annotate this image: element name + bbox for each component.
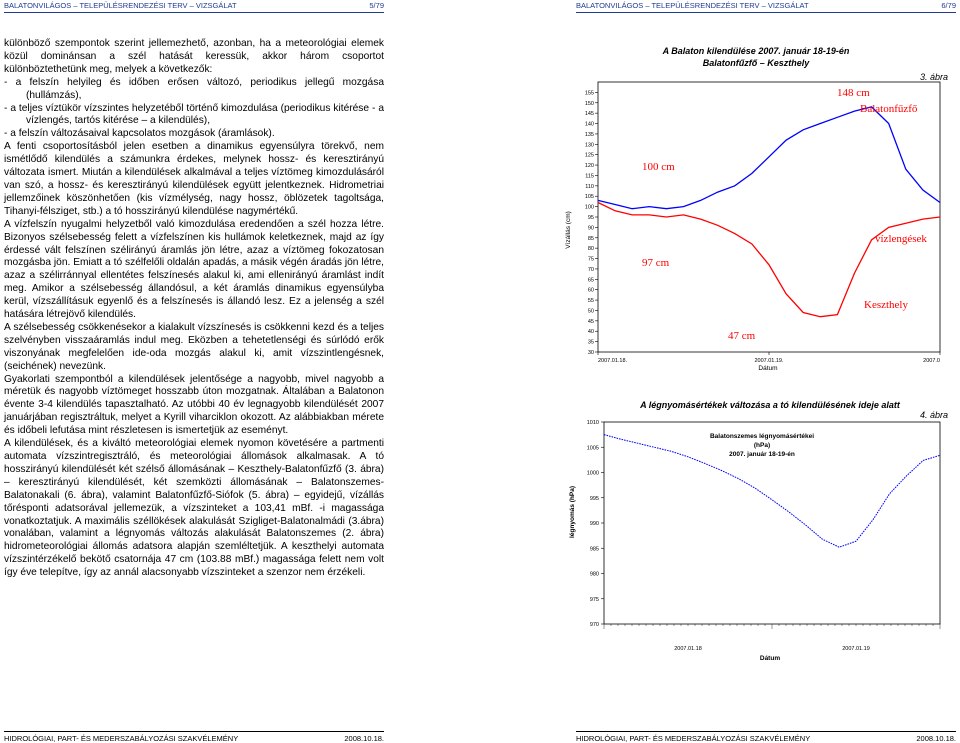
y-tick-label: 155 bbox=[584, 90, 594, 97]
y-tick-label: 55 bbox=[587, 298, 594, 305]
y-tick-label: 65 bbox=[587, 277, 594, 284]
annotation-keszthely: Keszthely bbox=[864, 299, 908, 311]
paragraph: A fenti csoportosításból jelen esetben a dinamikus egyensúlyra törekvő, nem ismétlődő kilendülés a számunkra érdekes, melynek hossz- és keresztirányú változata ismert. Miután a kilendülések alkalmával a teljes víztömeg kimozdulásáról van szó, a hossz- és keresztirányú kilendülések együtt jelentkeznek. Hidrometriai jellemzőinek köszönhetően (kis vízmélység, nagy hossz, öblözetek tagoltsága, Tihanyi-félsziget, stb.) a tó hosszirányú kilendülése nagymértékű. bbox=[4, 141, 384, 217]
plot-area bbox=[598, 82, 940, 352]
list-item: - a felszín helyileg és időben erősen változó, periodikus jellegű mozgása (hullámzás), bbox=[4, 76, 384, 101]
y-axis-label: légnyomás (hPa) bbox=[569, 485, 576, 539]
y-tick-label: 60 bbox=[587, 287, 594, 294]
y-tick-label: 985 bbox=[589, 546, 599, 553]
y-axis-label: Vízállás (cm) bbox=[565, 211, 572, 249]
annotation-47cm: 47 cm bbox=[728, 330, 756, 342]
y-tick-label: 50 bbox=[587, 308, 594, 315]
list-item: - a felszín változásaival kapcsolatos mozgások (áramlások). bbox=[4, 128, 275, 140]
x-tick-label: 2007.01.18. bbox=[598, 358, 628, 364]
y-tick-label: 100 bbox=[584, 204, 594, 211]
y-tick-label: 990 bbox=[589, 521, 599, 527]
y-tick-label: 35 bbox=[587, 339, 594, 346]
y-tick-label: 130 bbox=[584, 142, 594, 149]
footer-title: HIDROLÓGIAI, PART- ÉS MEDERSZABÁLYOZÁSI SZAKVÉLEMÉNY bbox=[576, 734, 811, 743]
x-tick-label: 2007.0 bbox=[923, 358, 940, 364]
annotation-97cm: 97 cm bbox=[642, 257, 670, 269]
water-level-chart bbox=[560, 40, 952, 380]
legend-line-3: 2007. január 18-19-én bbox=[729, 451, 795, 458]
y-tick-label: 975 bbox=[589, 596, 599, 603]
footer-date: 2008.10.18. bbox=[344, 734, 384, 743]
y-tick-label: 70 bbox=[587, 266, 594, 273]
air-pressure-chart bbox=[560, 392, 952, 670]
paragraph: A vízfelszín nyugalmi helyzetből való kimozdulása eredendően a szél hozza létre. Bizonyos szélsebesség felett a vízfelszínen kis hullámok keletkeznek, majd az így érdessé vált felszínen szélirányú áramlás jön létre, azaz a víztömeg fokozatosan mozgásba jön. Emiatt a tó szélfelőli oldalán apadás, a másik végén áradás jön létre, azaz a szélirránnyal ellentétes felszínesés alakul ki, ami ellenirányú áramlást indít meg. Amikor a szélsebesség állandósul, a két áramlás dinamikus egyensúlyba kerül, vízszállításuk egyenlő és a felszínesés is állandó lesz. Ez a jelenség a szél hatására létrejövő kilendülés. bbox=[4, 218, 384, 321]
y-tick-label: 970 bbox=[589, 622, 599, 628]
chart-subtitle: Balatonfűzfő – Keszthely bbox=[702, 58, 810, 68]
legend-line-2: (hPa) bbox=[753, 442, 771, 449]
y-tick-label: 105 bbox=[584, 194, 594, 201]
y-tick-label: 145 bbox=[584, 111, 594, 118]
annotation-148cm: 148 cm bbox=[837, 87, 870, 99]
y-tick-label: 115 bbox=[585, 173, 594, 180]
annotation-100cm: 100 cm bbox=[642, 161, 675, 173]
x-axis-label: Dátum bbox=[759, 655, 781, 662]
y-tick-label: 1010 bbox=[586, 420, 599, 426]
footer-date: 2008.10.18. bbox=[916, 734, 956, 743]
chart-title: A légnyomásértékek változása a tó kilendülésének ideje alatt bbox=[640, 400, 900, 410]
paragraph: A kilendülések, és a kiváltó meteorológiai elemek nyomon követésére a partmenti automata vízszintregisztráló, és meteorológiai állomások alkalmasak. A tó hosszirányú kilendülését két szélső állomásának – Keszthely-Balatonfűzfő (3. ábra) – keresztirányú kilendülését, két szemközti állomásának – Balatonszemes-Balatonakali (6. ábra), valamint Balatonfűzfő-Siófok (5. ábra) – egyidejű, vízállás tőrésponti adatsorával jellemezük, a vízszinteket a 103,41 mBf. -i magassága vonatkoztatjuk. A maximális széllökések alakulását Szigliget-Balatonalmádi (3.ábra) vonalában, valamint a légnyomás változás alakulását Balatonszemes (2. ábra) hidrometeorológiai állomás adatsora alapján szemléltetjük. A keszthelyi automata vízszintérzékelő bekötő csatornája 47 cm (103.88 mBf.) magassága felett nem volt így éve telepítve, így az annál alacsonyabb vízszinteket a szenzor nem érzékeli. bbox=[4, 438, 384, 579]
y-tick-label: 30 bbox=[587, 350, 594, 356]
y-tick-label: 120 bbox=[584, 163, 594, 170]
chart-title: A Balaton kilendülése 2007. január 18-19-én bbox=[662, 46, 850, 56]
annotation-vizlengesek: vízlengések bbox=[875, 233, 927, 245]
y-tick-label: 995 bbox=[589, 495, 599, 502]
y-tick-label: 1005 bbox=[586, 445, 599, 452]
y-tick-label: 135 bbox=[584, 131, 594, 138]
page-number: 6/79 bbox=[941, 1, 956, 10]
footer-left bbox=[4, 731, 384, 743]
body-text bbox=[4, 38, 384, 580]
y-tick-label: 140 bbox=[584, 121, 594, 128]
y-tick-label: 980 bbox=[589, 571, 599, 578]
paragraph: Gyakorlati szempontból a kilendülések jelentősége a nagyobb, mivel nagyobb a méretük és nagyobb víztömeget hosszabb úton mozgatnak. Általában a Balatonon évente 3-4 kilendülés tapasztalható. Az utóbbi 40 év legnagyobb kilendülését 2007 januárjában regisztráltuk, melyet a Kyrill viharciklon okozott. Az alábbiakban mérete és időbeli lefutása mint részletesen is ismertetjük az eseményt. bbox=[4, 373, 384, 437]
paragraph: különböző szempontok szerint jellemezhető, azonban, ha a meteorológiai elemek közül dominánsan a szél hatását keressük, akkor három csoportot különböztethetünk meg, melyek a következők: bbox=[4, 38, 384, 75]
annotation-balatonfuzfo: Balatonfűzfő bbox=[860, 103, 918, 115]
y-tick-label: 40 bbox=[587, 329, 594, 336]
figure-label: 4. ábra bbox=[919, 410, 948, 420]
y-tick-label: 1000 bbox=[586, 470, 599, 477]
footer-title: HIDROLÓGIAI, PART- ÉS MEDERSZABÁLYOZÁSI SZAKVÉLEMÉNY bbox=[4, 734, 239, 743]
x-tick-label: 2007.01.19 bbox=[842, 646, 870, 652]
header-title: BALATONVILÁGOS – TELEPÜLÉSRENDEZÉSI TERV – VIZSGÁLAT bbox=[4, 1, 237, 10]
x-axis-label: Dátum bbox=[758, 365, 778, 372]
list-item: - a teljes víztükör vízszintes helyzetéből történő kimozdulása (periodikus kitérése - a vízlengés, tartós kitérése – a kilendülés), bbox=[4, 102, 384, 127]
y-tick-label: 45 bbox=[587, 318, 594, 325]
y-tick-label: 125 bbox=[584, 152, 594, 159]
header-left bbox=[4, 0, 384, 13]
y-tick-label: 85 bbox=[587, 235, 594, 242]
y-tick-label: 90 bbox=[587, 225, 594, 232]
y-tick-label: 150 bbox=[584, 100, 594, 107]
header-right bbox=[576, 0, 956, 13]
y-tick-label: 110 bbox=[585, 183, 594, 190]
figure-4 bbox=[560, 392, 952, 670]
y-tick-label: 95 bbox=[587, 215, 594, 221]
y-tick-label: 75 bbox=[587, 256, 594, 263]
figure-3 bbox=[560, 40, 952, 380]
page-number: 5/79 bbox=[369, 1, 384, 10]
figure-label: 3. ábra bbox=[919, 72, 948, 82]
y-tick-label: 80 bbox=[587, 246, 594, 253]
x-tick-label: 2007.01.18 bbox=[674, 646, 702, 652]
footer-right bbox=[576, 731, 956, 743]
paragraph: A szélsebesség csökkenésekor a kialakult vízszínesés is csökkenni kezd és a teljes szelvényben visszaáramlás indul meg. Eközben a tehetetlenségi és súrlódó erők viszonyának megfelelően ide-oda mozgás alakul ki, amit vízszintlengésnek, (seichének) nevezünk. bbox=[4, 321, 384, 372]
x-tick-label: 2007.01.19. bbox=[754, 358, 784, 364]
legend-line-1: Balatonszemes légnyomásértékei bbox=[709, 433, 815, 440]
header-title: BALATONVILÁGOS – TELEPÜLÉSRENDEZÉSI TERV – VIZSGÁLAT bbox=[576, 1, 809, 10]
